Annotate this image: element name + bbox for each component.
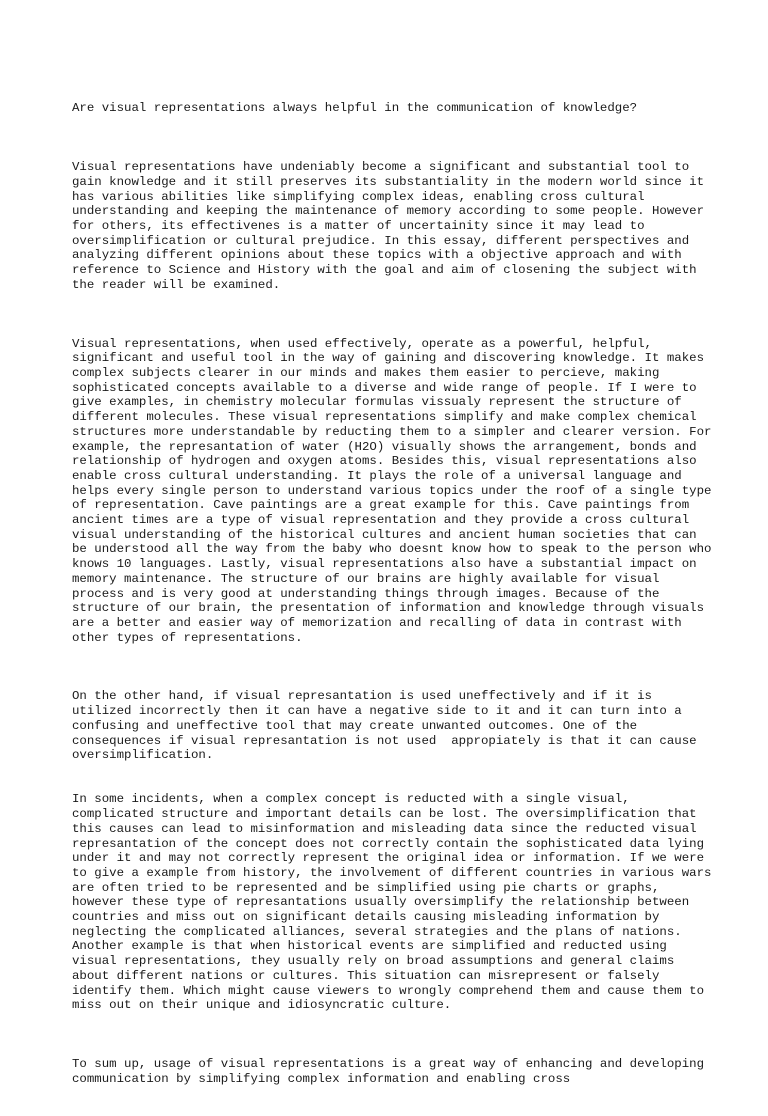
paragraph-drawbacks: On the other hand, if visual represantation is used uneffectively and if it is utilized incorrectly then it can have a negative side to it and it can turn into a confusing and uneffective tool that may create unwanted outcomes. One of the consequences if visual represantation is not used appropiately is that it can cause oversimplification. — [72, 689, 705, 763]
paragraph-introduction: Visual representations have undeniably become a significant and substantial tool to gain knowledge and it still preserves its substantiality in the modern world since it has various abilities like simplifying complex ideas, enabling cross cultural understanding and keeping the maintenance of memory according to some people. However for others, its effectivenes is a matter of uncertainity since it may lead to oversimplification or cultural prejudice. In this essay, different perspectives and analyzing different opinions about these topics with a objective approach and with reference to Science and History with the goal and aim of closening the subject with the reader will be examined. — [72, 160, 712, 292]
paragraph-conclusion: To sum up, usage of visual representations is a great way of enhancing and developing communication by simplifying complex information and enabling cross — [72, 1057, 712, 1086]
paragraph-benefits: Visual representations, when used effectively, operate as a powerful, helpful, significant and useful tool in the way of gaining and discovering knowledge. It makes complex subjects clearer in our minds and makes them easier to percieve, making sophisticated concepts available to a diverse and wide range of people. If I were to give examples, in chemistry molecular formulas vissualy represent the structure of different molecules. These visual representations simplify and make complex chemical structures more understandable by reducting them to a simpler and clearer version. For example, the represantation of water (H2O) visually shows the arrangement, bonds and relationship of hydrogen and oxygen atoms. Besides this, visual representations also enable cross cultural understanding. It plays the role of a universal language and helps every single person to understand various topics under the roof of a single type of representation. Cave paintings are a great example for this. Cave paintings from ancient times are a type of visual representation and they provide a cross cultural visual understanding of the historical cultures and ancient human societies that can be understood all the way from the baby who doesnt know how to speak to the person who knows 10 languages. Lastly, visual representations also have a substantial impact on memory maintenance. The structure of our brains are highly available for visual process and is very good at understanding things through images. Because of the structure of our brain, the presentation of information and knowledge through visuals are a better and easier way of memorization and recalling of data in contrast with other types of representations. — [72, 336, 719, 645]
paragraph-oversimplification: In some incidents, when a complex concept is reducted with a single visual, complicated structure and important details can be lost. The oversimplification that this causes can lead to misinformation and misleading data since the reducted visual represantation of the concept does not correctly contain the sophisticated data lying under it and may not correctly represent the original idea or information. If we were to give a example from history, the involvement of different countries in various wars are often tried to be represented and be simplified using pie charts or graphs, however these type of represantations usually oversimplify the relationship between countries and miss out on significant details causing misleading information by neglecting the complicated alliances, several strategies and the plans of nations. Another example is that when historical events are simplified and reducted using visual representations, they usually rely on broad assumptions and general claims about different nations or cultures. This situation can misrepresent or falsely identify them. Which might cause viewers to wrongly comprehend them and cause them to miss out on their unique and idiosyncratic culture. — [72, 792, 719, 1013]
document-page — [72, 72, 719, 1116]
document-title: Are visual representations always helpful in the communication of knowledge? — [72, 101, 638, 116]
